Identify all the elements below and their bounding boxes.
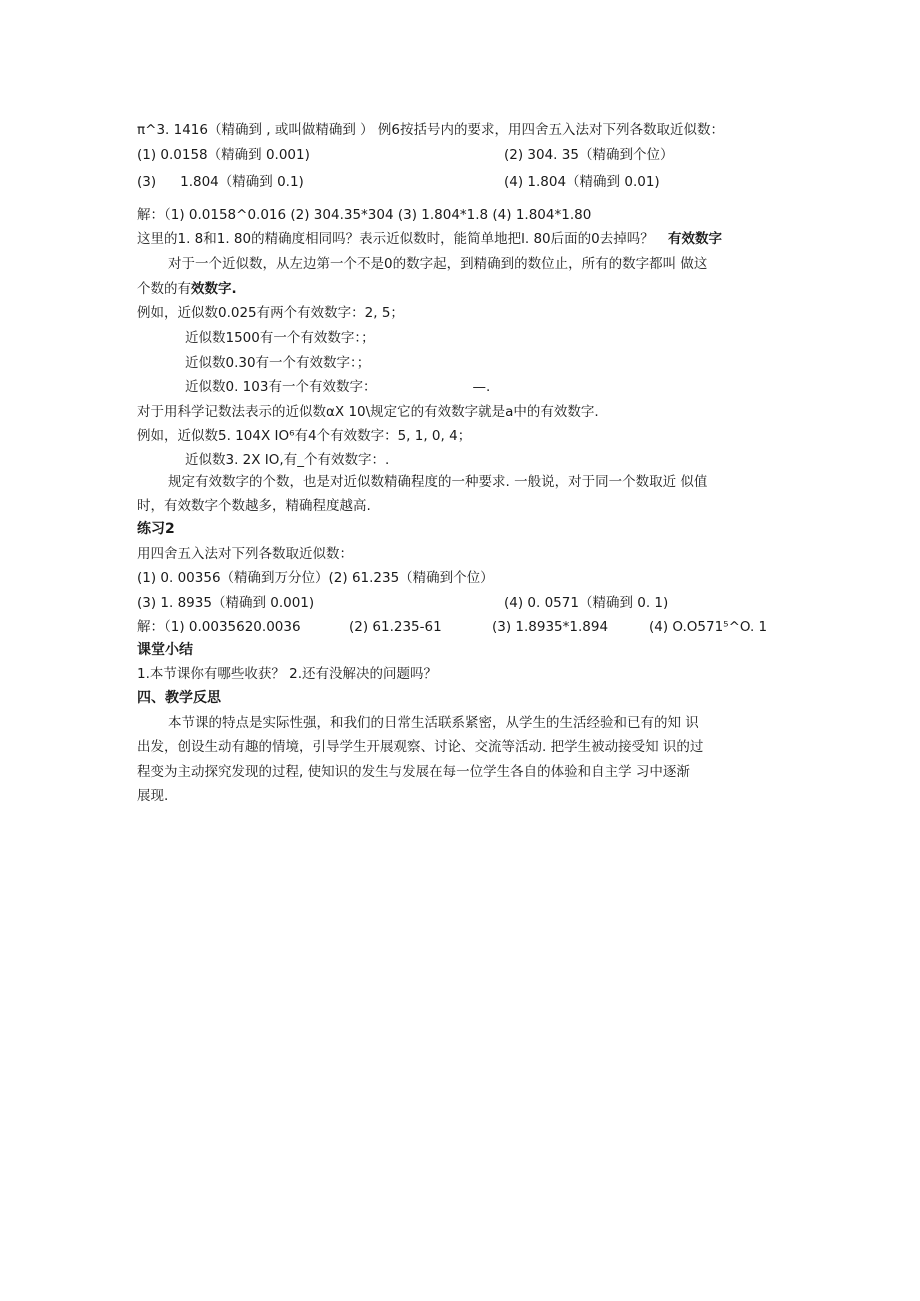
practice-answer2: (2) 61.235-61 (349, 619, 442, 635)
definition-line2 (137, 280, 237, 298)
scientific-notation-line1: 对于用科学记数法表示的近似数αX 10\规定它的有效数字就是a中的有效数字. (137, 404, 599, 420)
definition-line1: 对于一个近似数，从左边第一个不是0的数字起，到精确到的数位止，所有的数字都叫 做这 (168, 256, 708, 272)
example6-answer: 解：（1) 0.0158^0.016 (2) 304.35*304 (3) 1.804*1.8 (4) 1.804*1.80 (137, 207, 592, 223)
example-line4-text: 近似数0. 103有一个有效数字： (185, 379, 377, 395)
practice-answer1: 解：（1) 0.0035620.0036 (137, 619, 301, 635)
practice-answer-row (137, 618, 768, 636)
rule-line1: 规定有效数字的个数，也是对近似数精确程度的一种要求. 一般说，对于同一个数取近 似值 (168, 474, 708, 490)
practice-intro: 用四舍五入法对下列各数取近似数： (137, 546, 353, 562)
reflection-title: 四、教学反思 (137, 690, 221, 706)
practice-row2 (137, 594, 669, 612)
summary-title: 课堂小结 (137, 642, 193, 658)
example6-item3-value: 1.804（精确到 0.1) (180, 174, 304, 190)
practice-answer3: (3) 1.8935*1.894 (492, 619, 609, 635)
example6-item3-label: (3) (137, 174, 157, 190)
question-line (137, 230, 722, 248)
section-heading-significant-figures: 有效数字 (668, 231, 723, 247)
scientific-notation-line3: 近似数3. 2X IO,有_个有效数字：. (185, 452, 390, 468)
example6-item1: (1) 0.0158（精确到 0.001) (137, 147, 310, 163)
practice-item4: (4) 0. 0571（精确到 0. 1) (504, 595, 669, 611)
reflection-line3: 程变为主动探究发现的过程, 使知识的发生与发展在每一位学生各自的体验和自主学 习中逐渐 (137, 764, 690, 780)
question-text: 这里的1. 8和1. 80的精确度相同吗？表示近似数时，能简单地把l. 80后面的0去掉吗？ (137, 231, 654, 247)
example-line4 (185, 378, 490, 396)
example6-row2 (137, 173, 660, 191)
summary-text: 1.本节课你有哪些收获？ 2.还有没解决的问题吗？ (137, 666, 438, 682)
reflection-line4: 展现. (137, 788, 169, 804)
example6-item4: (4) 1.804（精确到 0.01) (504, 174, 660, 190)
definition-term: 效数字. (191, 281, 237, 297)
definition-text: 个数的有 (137, 281, 191, 297)
scientific-notation-line2: 例如，近似数5. 104X IO⁶有4个有效数字：5, 1, 0, 4； (137, 428, 472, 444)
rule-line2: 时，有效数字个数越多，精确程度越高. (137, 498, 371, 514)
example6-item2: (2) 304. 35（精确到个位） (504, 147, 674, 163)
example-line3: 近似数0.30有一个有效数字：； (185, 355, 371, 371)
practice-item3: (3) 1. 8935（精确到 0.001) (137, 595, 315, 611)
example-line4-blank: —. (472, 379, 491, 395)
reflection-line2: 出发，创设生动有趣的情境，引导学生开展观察、讨论、交流等活动. 把学生被动接受知 识的过 (137, 739, 704, 755)
practice-title: 练习2 (137, 521, 175, 537)
example-line1: 例如，近似数0.025有两个有效数字：2, 5； (137, 305, 404, 321)
pi-approx-line: π^3. 1416（精确到 , 或叫做精确到 ） 例6按括号内的要求，用四舍五入法对下列各数取近似数： (137, 122, 725, 138)
example6-row1 (137, 146, 674, 164)
example-line2: 近似数1500有一个有效数字：； (185, 330, 375, 346)
practice-row1: (1) 0. 00356（精确到万分位）(2) 61.235（精确到个位） (137, 570, 494, 586)
practice-answer4: (4) O.O571⁵^O. 1 (649, 619, 768, 635)
reflection-line1: 本节课的特点是实际性强，和我们的日常生活联系紧密，从学生的生活经验和已有的知 识 (168, 715, 699, 731)
